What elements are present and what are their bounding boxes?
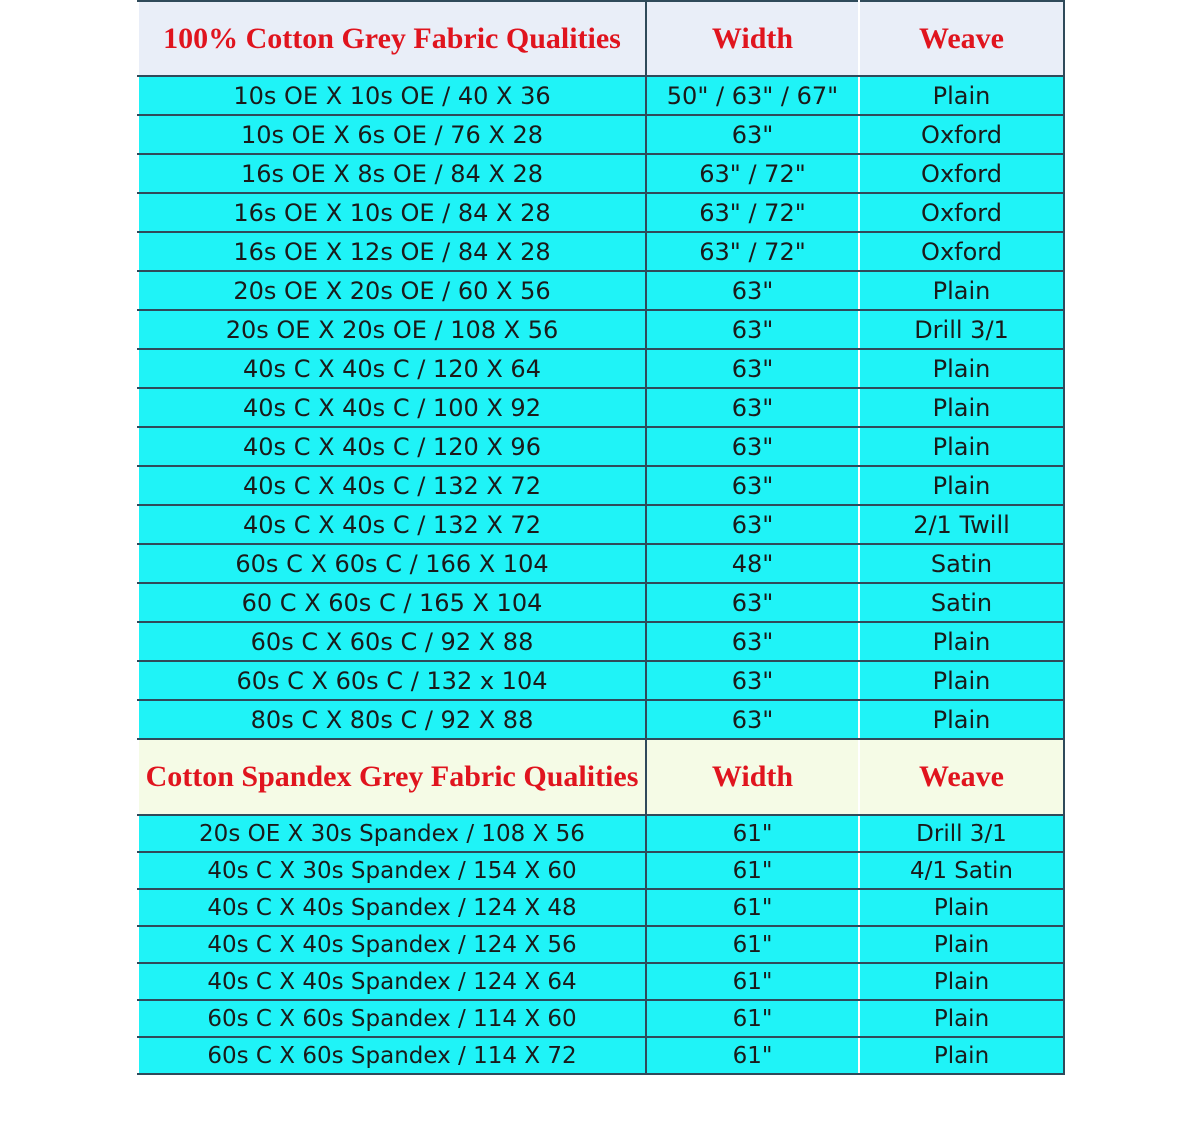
width-cell: 63" — [646, 505, 859, 544]
weave-cell: 2/1 Twill — [859, 505, 1064, 544]
width-cell: 63" — [646, 388, 859, 427]
width-cell: 63" — [646, 466, 859, 505]
quality-cell: 10s OE X 6s OE / 76 X 28 — [138, 115, 646, 154]
weave-cell: Plain — [859, 963, 1064, 1000]
table-row — [138, 388, 1064, 427]
table-row — [138, 583, 1064, 622]
table-row — [138, 427, 1064, 466]
weave-cell: Oxford — [859, 232, 1064, 271]
quality-cell: 40s C X 40s Spandex / 124 X 48 — [138, 889, 646, 926]
weave-cell: Plain — [859, 661, 1064, 700]
quality-cell: 40s C X 40s Spandex / 124 X 56 — [138, 926, 646, 963]
quality-cell: 16s OE X 8s OE / 84 X 28 — [138, 154, 646, 193]
table-row — [138, 310, 1064, 349]
width-cell: 61" — [646, 1037, 859, 1074]
table-row — [138, 852, 1064, 889]
quality-cell: 16s OE X 10s OE / 84 X 28 — [138, 193, 646, 232]
table-row — [138, 154, 1064, 193]
width-cell: 50" / 63" / 67" — [646, 76, 859, 115]
weave-cell: Plain — [859, 889, 1064, 926]
section1-header-weave: Weave — [859, 1, 1064, 76]
table-row — [138, 889, 1064, 926]
table-row — [138, 700, 1064, 739]
width-cell: 61" — [646, 815, 859, 852]
width-cell: 61" — [646, 926, 859, 963]
quality-cell: 40s C X 40s C / 120 X 96 — [138, 427, 646, 466]
table-row — [138, 815, 1064, 852]
weave-cell: Plain — [859, 466, 1064, 505]
quality-cell: 20s OE X 20s OE / 60 X 56 — [138, 271, 646, 310]
width-cell: 63" / 72" — [646, 154, 859, 193]
quality-cell: 60s C X 60s C / 166 X 104 — [138, 544, 646, 583]
width-cell: 63" / 72" — [646, 232, 859, 271]
width-cell: 63" — [646, 661, 859, 700]
quality-cell: 60s C X 60s Spandex / 114 X 72 — [138, 1037, 646, 1074]
width-cell: 61" — [646, 852, 859, 889]
width-cell: 48" — [646, 544, 859, 583]
width-cell: 63" / 72" — [646, 193, 859, 232]
width-cell: 61" — [646, 889, 859, 926]
width-cell: 63" — [646, 700, 859, 739]
width-cell: 63" — [646, 583, 859, 622]
weave-cell: Oxford — [859, 154, 1064, 193]
weave-cell: Plain — [859, 622, 1064, 661]
section1-header-row — [138, 1, 1064, 76]
width-cell: 61" — [646, 963, 859, 1000]
fabric-qualities-table — [137, 0, 1065, 1075]
weave-cell: Plain — [859, 1000, 1064, 1037]
table-row — [138, 232, 1064, 271]
table-row — [138, 505, 1064, 544]
table-row — [138, 544, 1064, 583]
weave-cell: Drill 3/1 — [859, 310, 1064, 349]
quality-cell: 80s C X 80s C / 92 X 88 — [138, 700, 646, 739]
weave-cell: 4/1 Satin — [859, 852, 1064, 889]
table-row — [138, 76, 1064, 115]
table-row — [138, 661, 1064, 700]
table-row — [138, 115, 1064, 154]
width-cell: 63" — [646, 349, 859, 388]
quality-cell: 40s C X 40s C / 100 X 92 — [138, 388, 646, 427]
width-cell: 63" — [646, 427, 859, 466]
table-row — [138, 466, 1064, 505]
table-row — [138, 271, 1064, 310]
width-cell: 63" — [646, 622, 859, 661]
quality-cell: 60s C X 60s C / 132 x 104 — [138, 661, 646, 700]
weave-cell: Plain — [859, 427, 1064, 466]
weave-cell: Plain — [859, 1037, 1064, 1074]
quality-cell: 10s OE X 10s OE / 40 X 36 — [138, 76, 646, 115]
width-cell: 61" — [646, 1000, 859, 1037]
table-row — [138, 926, 1064, 963]
table-row — [138, 1000, 1064, 1037]
section2-header-quality: Cotton Spandex Grey Fabric Qualities — [138, 739, 646, 815]
quality-cell: 60s C X 60s C / 92 X 88 — [138, 622, 646, 661]
weave-cell: Drill 3/1 — [859, 815, 1064, 852]
section1-header-quality: 100% Cotton Grey Fabric Qualities — [138, 1, 646, 76]
weave-cell: Oxford — [859, 115, 1064, 154]
weave-cell: Plain — [859, 271, 1064, 310]
width-cell: 63" — [646, 115, 859, 154]
width-cell: 63" — [646, 271, 859, 310]
section2-header-weave: Weave — [859, 739, 1064, 815]
quality-cell: 20s OE X 20s OE / 108 X 56 — [138, 310, 646, 349]
table-body — [138, 1, 1064, 1074]
weave-cell: Plain — [859, 700, 1064, 739]
weave-cell: Satin — [859, 544, 1064, 583]
weave-cell: Plain — [859, 388, 1064, 427]
table-row — [138, 963, 1064, 1000]
section2-header-width: Width — [646, 739, 859, 815]
quality-cell: 60 C X 60s C / 165 X 104 — [138, 583, 646, 622]
quality-cell: 60s C X 60s Spandex / 114 X 60 — [138, 1000, 646, 1037]
table-row — [138, 193, 1064, 232]
table-row — [138, 1037, 1064, 1074]
weave-cell: Plain — [859, 349, 1064, 388]
weave-cell: Oxford — [859, 193, 1064, 232]
table-row — [138, 349, 1064, 388]
weave-cell: Satin — [859, 583, 1064, 622]
quality-cell: 40s C X 40s Spandex / 124 X 64 — [138, 963, 646, 1000]
section2-header-row — [138, 739, 1064, 815]
quality-cell: 40s C X 30s Spandex / 154 X 60 — [138, 852, 646, 889]
weave-cell: Plain — [859, 76, 1064, 115]
section1-header-width: Width — [646, 1, 859, 76]
quality-cell: 20s OE X 30s Spandex / 108 X 56 — [138, 815, 646, 852]
quality-cell: 40s C X 40s C / 132 X 72 — [138, 466, 646, 505]
width-cell: 63" — [646, 310, 859, 349]
quality-cell: 40s C X 40s C / 120 X 64 — [138, 349, 646, 388]
weave-cell: Plain — [859, 926, 1064, 963]
quality-cell: 40s C X 40s C / 132 X 72 — [138, 505, 646, 544]
table-row — [138, 622, 1064, 661]
quality-cell: 16s OE X 12s OE / 84 X 28 — [138, 232, 646, 271]
